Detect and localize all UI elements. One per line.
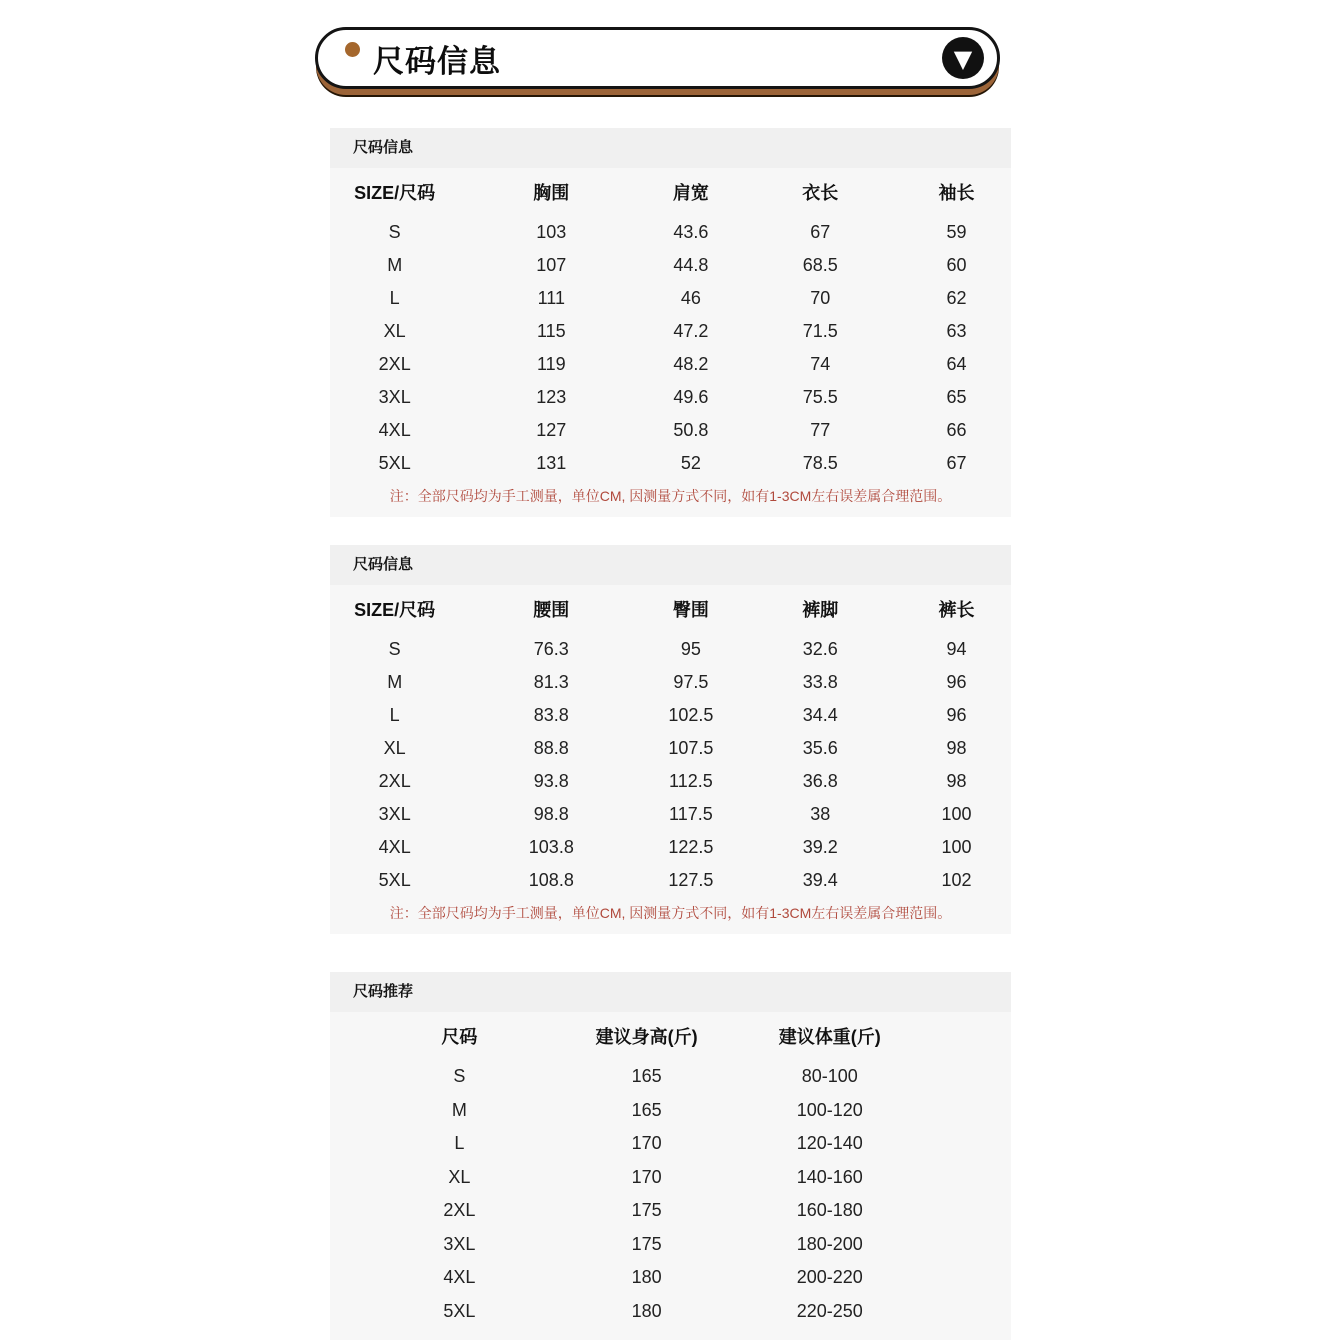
table-cell: 60: [946, 255, 967, 275]
table-row: [330, 315, 1011, 348]
table-cell: 95: [680, 639, 701, 659]
table-cell: 111: [537, 288, 565, 308]
table-row: [330, 732, 1011, 765]
table-row: [330, 381, 1011, 414]
table-row: [330, 1261, 1011, 1295]
table-cell: 64: [946, 354, 967, 374]
table-cell: 2XL: [443, 1200, 476, 1221]
table-cell: 98: [946, 738, 967, 758]
table-cell: 175: [631, 1233, 662, 1254]
table-cell: 44.8: [673, 255, 709, 275]
table-cell: 120-140: [796, 1133, 863, 1154]
table-cell: 170: [631, 1133, 662, 1154]
table-cell: 103.8: [528, 837, 574, 857]
table-cell: 77: [810, 420, 831, 440]
measurement-note: 注：全部尺码均为手工测量，单位CM, 因测量方式不同，如有1-3CM左右误差属合理范围。: [389, 905, 952, 921]
table-row: [330, 699, 1011, 732]
table-cell: S: [388, 639, 401, 659]
column-header: 裤脚: [802, 600, 839, 620]
table-row: [330, 249, 1011, 282]
table-row: [330, 447, 1011, 480]
table-cell: 65: [946, 387, 967, 407]
table-cell: 100: [941, 837, 972, 857]
table-label: 尺码推荐: [330, 972, 1011, 1012]
table-cell: 165: [631, 1066, 662, 1087]
size-recommendation-table: [330, 1012, 1011, 1328]
table-cell: 32.6: [802, 639, 838, 659]
size-info-header: [315, 27, 1000, 89]
table-cell: 140-160: [796, 1166, 863, 1187]
table-cell: 63: [946, 321, 967, 341]
table-row: [330, 1194, 1011, 1228]
table-body: [330, 216, 1011, 480]
table-cell: XL: [448, 1166, 471, 1187]
table-row: [330, 1228, 1011, 1262]
column-header: 尺码: [441, 1027, 478, 1047]
column-header: 建议体重(斤): [778, 1027, 881, 1047]
table-header-row: [330, 585, 1011, 633]
table-body: [330, 633, 1011, 897]
table-row: [330, 216, 1011, 249]
table-cell: 117.5: [669, 804, 713, 824]
table-cell: 4XL: [378, 420, 411, 440]
table-cell: 76.3: [533, 639, 569, 659]
measurement-note: 注：全部尺码均为手工测量，单位CM, 因测量方式不同，如有1-3CM左右误差属合理范围。: [389, 488, 952, 504]
table-row: [330, 633, 1011, 666]
table-cell: 38: [810, 804, 831, 824]
table-cell: 108.8: [528, 870, 574, 890]
column-header: 腰围: [533, 600, 570, 620]
chevron-down-icon: ▼: [953, 45, 973, 73]
table-cell: 127: [536, 420, 567, 440]
table-cell: 170: [631, 1166, 662, 1187]
table-cell: 35.6: [802, 738, 838, 758]
table-cell: 119: [536, 354, 566, 374]
table-row: [330, 831, 1011, 864]
table-cell: 66: [946, 420, 967, 440]
column-header: 建议身高(斤): [595, 1027, 698, 1047]
table-cell: 36.8: [802, 771, 838, 791]
table-cell: 4XL: [443, 1267, 476, 1288]
table-cell: M: [387, 672, 403, 692]
table-cell: 81.3: [533, 672, 569, 692]
table-cell: XL: [383, 321, 406, 341]
table-row: [330, 1295, 1011, 1329]
table-cell: 75.5: [802, 387, 838, 407]
table-label: 尺码信息: [330, 128, 1011, 168]
table-cell: 47.2: [673, 321, 709, 341]
table-cell: 4XL: [378, 837, 411, 857]
table-cell: S: [453, 1066, 466, 1087]
table-cell: 39.2: [802, 837, 838, 857]
tops-size-table: [330, 168, 1011, 480]
table-cell: 200-220: [796, 1267, 863, 1288]
column-header: 衣长: [802, 183, 839, 203]
table-cell: 175: [631, 1200, 662, 1221]
table-cell: 68.5: [802, 255, 838, 275]
collapse-button[interactable]: [942, 37, 984, 79]
table-label: 尺码信息: [330, 545, 1011, 585]
table-row: [330, 1060, 1011, 1094]
column-header: 袖长: [938, 183, 975, 203]
table-cell: 46: [680, 288, 701, 308]
table-cell: 48.2: [673, 354, 709, 374]
table-cell: 115: [536, 321, 566, 341]
table-cell: 33.8: [802, 672, 838, 692]
column-header: 肩宽: [672, 183, 709, 203]
size-recommendation-section: [330, 972, 1011, 1340]
table-cell: 2XL: [378, 354, 411, 374]
table-cell: 3XL: [443, 1233, 476, 1254]
table-cell: 71.5: [802, 321, 838, 341]
bullet-dot-icon: [345, 42, 360, 57]
table-cell: 100-120: [796, 1099, 863, 1120]
table-row: [330, 282, 1011, 315]
table-cell: 88.8: [533, 738, 569, 758]
table-cell: 80-100: [801, 1066, 858, 1087]
table-cell: L: [454, 1133, 465, 1154]
size-table-tops-section: [330, 128, 1011, 517]
table-cell: 93.8: [533, 771, 569, 791]
table-cell: 5XL: [443, 1300, 476, 1321]
table-cell: L: [389, 288, 400, 308]
table-body: [330, 1060, 1011, 1328]
table-cell: 5XL: [378, 453, 411, 473]
table-cell: L: [389, 705, 400, 725]
table-cell: 165: [631, 1099, 662, 1120]
table-cell: 180: [631, 1300, 662, 1321]
table-cell: 59: [946, 222, 967, 242]
column-header: SIZE/尺码: [354, 183, 436, 203]
table-cell: 67: [946, 453, 967, 473]
table-cell: 78.5: [802, 453, 838, 473]
table-cell: 102: [941, 870, 972, 890]
page-title: 尺码信息: [373, 43, 501, 79]
table-cell: M: [451, 1099, 467, 1120]
table-cell: 50.8: [673, 420, 709, 440]
table-cell: 107: [536, 255, 567, 275]
table-header-row: [330, 1012, 1011, 1060]
table-cell: 83.8: [533, 705, 569, 725]
table-cell: 3XL: [378, 387, 411, 407]
pants-size-table: [330, 585, 1011, 897]
table-cell: S: [388, 222, 401, 242]
table-cell: 2XL: [378, 771, 411, 791]
table-cell: 3XL: [378, 804, 411, 824]
table-cell: 5XL: [378, 870, 411, 890]
table-cell: 123: [536, 387, 567, 407]
table-row: [330, 348, 1011, 381]
table-cell: 43.6: [673, 222, 709, 242]
table-cell: 107.5: [668, 738, 714, 758]
table-cell: 102.5: [668, 705, 714, 725]
table-cell: 100: [941, 804, 972, 824]
column-header: 裤长: [938, 600, 975, 620]
table-cell: 74: [810, 354, 831, 374]
table-cell: 220-250: [796, 1300, 863, 1321]
table-cell: 62: [946, 288, 967, 308]
table-cell: 39.4: [802, 870, 838, 890]
table-cell: 49.6: [673, 387, 709, 407]
table-cell: 96: [946, 672, 967, 692]
table-cell: M: [387, 255, 403, 275]
column-header: 胸围: [533, 183, 570, 203]
table-cell: 122.5: [668, 837, 714, 857]
table-row: [330, 1127, 1011, 1161]
table-row: [330, 864, 1011, 897]
table-cell: 98.8: [533, 804, 569, 824]
table-cell: 34.4: [802, 705, 838, 725]
table-cell: 96: [946, 705, 967, 725]
table-cell: 131: [536, 453, 567, 473]
size-table-pants-section: [330, 545, 1011, 934]
column-header: 臀围: [672, 600, 709, 620]
table-cell: 127.5: [668, 870, 714, 890]
table-cell: XL: [383, 738, 406, 758]
table-cell: 67: [810, 222, 831, 242]
table-cell: 97.5: [673, 672, 709, 692]
table-cell: 70: [810, 288, 831, 308]
table-row: [330, 765, 1011, 798]
table-cell: 112.5: [669, 771, 713, 791]
table-row: [330, 1161, 1011, 1195]
table-cell: 103: [536, 222, 567, 242]
table-cell: 98: [946, 771, 967, 791]
table-cell: 52: [680, 453, 701, 473]
table-header-row: [330, 168, 1011, 216]
column-header: SIZE/尺码: [354, 600, 436, 620]
table-cell: 160-180: [796, 1200, 863, 1221]
table-row: [330, 1094, 1011, 1128]
table-cell: 94: [946, 639, 967, 659]
table-row: [330, 666, 1011, 699]
table-row: [330, 414, 1011, 447]
table-cell: 180-200: [796, 1233, 863, 1254]
table-row: [330, 798, 1011, 831]
table-cell: 180: [631, 1267, 662, 1288]
